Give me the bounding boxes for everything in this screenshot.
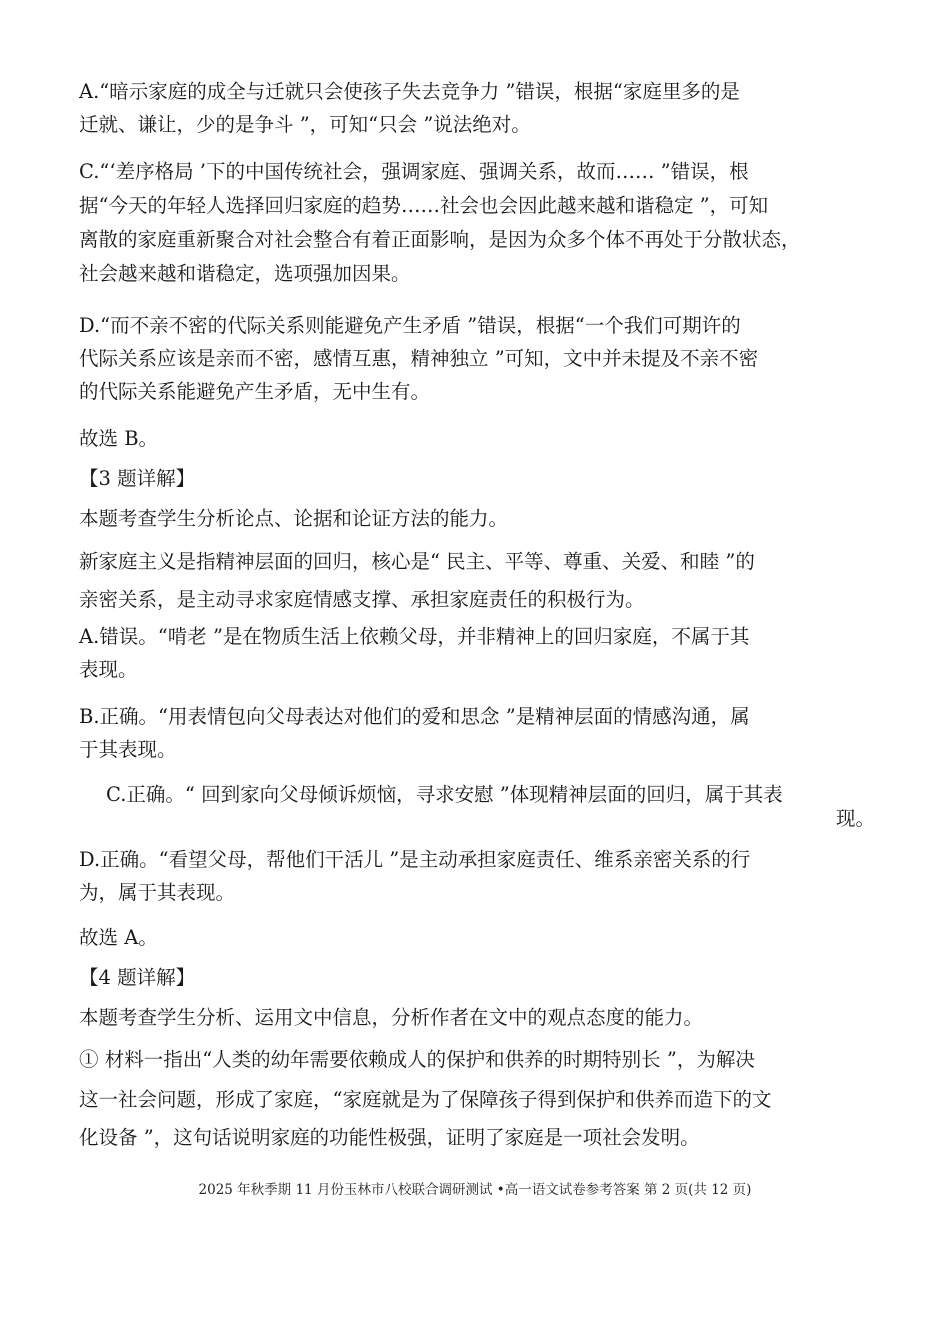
text-line: 表现。 xyxy=(79,658,138,681)
text-line: B.正确。“用表情包向父母表达对他们的爱和思念 ”是精神层面的情感沟通，属 xyxy=(79,705,750,728)
section-heading: 【3 题详解】 xyxy=(79,467,196,490)
text-line: 代际关系应该是亲而不密，感情互惠，精神独立 ”可知，文中并未提及不亲不密 xyxy=(79,347,759,370)
text-line: 本题考查学生分析论点、论据和论证方法的能力。 xyxy=(79,507,509,530)
text-line: 亲密关系，是主动寻求家庭情感支撑、承担家庭责任的积极行为。 xyxy=(79,588,645,611)
text-line: 故选 A。 xyxy=(79,926,158,949)
text-line: A.“暗示家庭的成全与迁就只会使孩子失去竞争力 ”错误，根据“家庭里多的是 xyxy=(79,80,740,103)
text-line: 的代际关系能避免产生矛盾，无中生有。 xyxy=(79,380,431,403)
section-heading: 【4 题详解】 xyxy=(79,966,196,989)
page-footer: 2025 年秋季期 11 月份玉林市八校联合调研测试 •高一语文试卷参考答案 第 2 页(共 12 页) xyxy=(198,1182,752,1198)
text-line: 离散的家庭重新聚合对社会整合有着正面影响，是因为众多个体不再处于分散状态， xyxy=(79,228,801,251)
text-line: 于其表现。 xyxy=(79,738,177,761)
text-line: C.“‘差序格局 ’下的中国传统社会，强调家庭、强调关系，故而…… ”错误，根 xyxy=(79,160,749,183)
text-line: A.错误。“啃老 ”是在物质生活上依赖父母，并非精神上的回归家庭，不属于其 xyxy=(79,625,750,648)
text-line: 这一社会问题，形成了家庭，“家庭就是为了保障孩子得到保护和供养而造下的文 xyxy=(79,1088,772,1111)
text-line: D.正确。“看望父母，帮他们干活儿 ”是主动承担家庭责任、维系亲密关系的行 xyxy=(79,848,751,871)
text-line: C.正确。“ 回到家向父母倾诉烦恼，寻求安慰 ”体现精神层面的回归，属于其表 xyxy=(106,783,783,806)
text-line: 本题考查学生分析、运用文中信息，分析作者在文中的观点态度的能力。 xyxy=(79,1006,704,1029)
text-line: 化设备 ”，这句话说明家庭的功能性极强，证明了家庭是一项社会发明。 xyxy=(79,1126,700,1149)
text-line: 故选 B。 xyxy=(79,427,159,450)
text-line: D.“而不亲不密的代际关系则能避免产生矛盾 ”错误，根据“一个我们可期许的 xyxy=(79,314,741,337)
text-line: 新家庭主义是指精神层面的回归，核心是“ 民主、平等、尊重、关爱、和睦 ”的 xyxy=(79,550,755,573)
text-line: 迁就、谦让，少的是争斗 ”，可知“只会 ”说法绝对。 xyxy=(79,113,531,136)
text-line: ① 材料一指出“人类的幼年需要依赖成人的保护和供养的时期特别长 ”，为解决 xyxy=(79,1048,755,1071)
text-line: 现。 xyxy=(836,807,876,830)
text-line: 社会越来越和谐稳定，选项强加因果。 xyxy=(79,262,411,285)
text-line: 据“今天的年轻人选择回归家庭的趋势……社会也会因此越来越和谐稳定 ”，可知 xyxy=(79,194,769,217)
text-line: 为，属于其表现。 xyxy=(79,881,236,904)
